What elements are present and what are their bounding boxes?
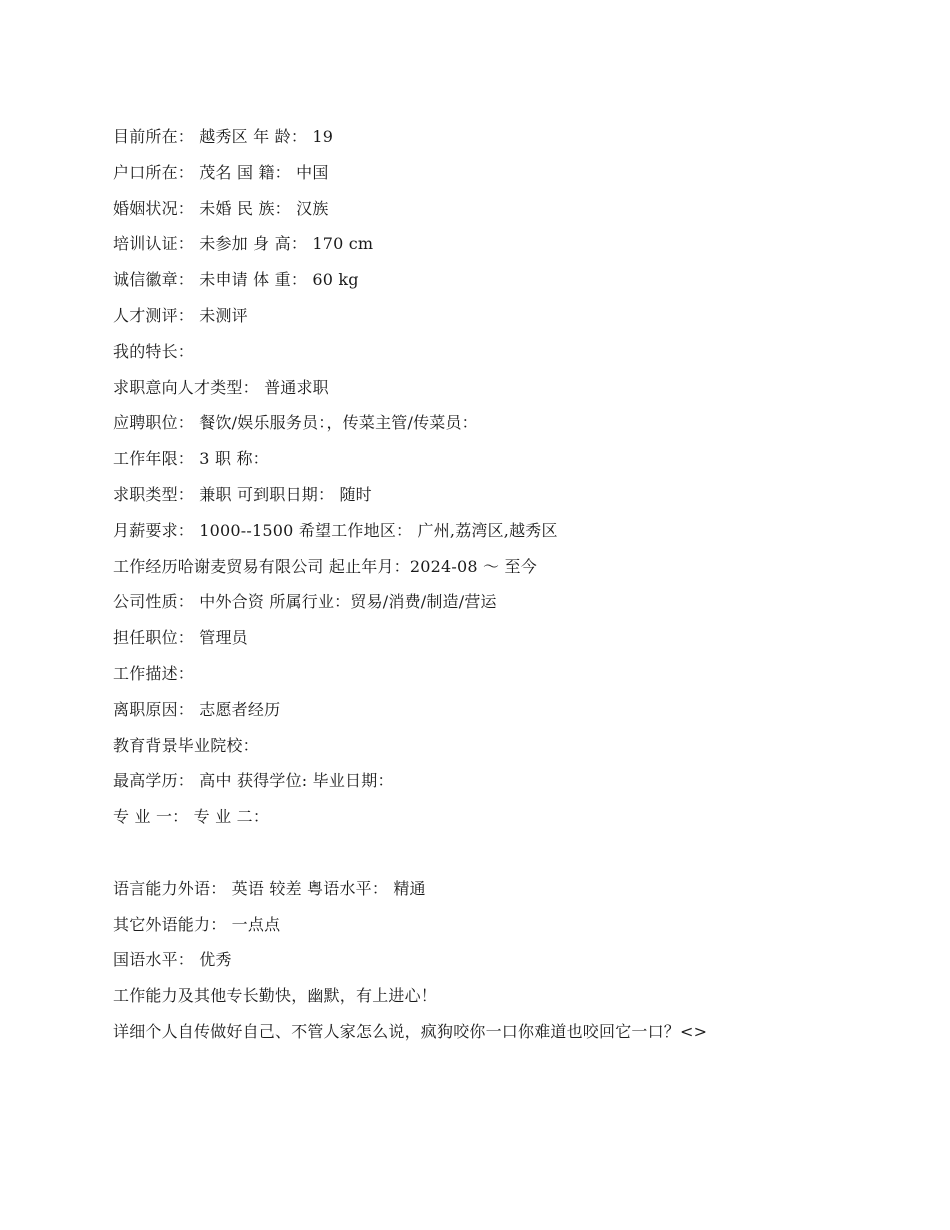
company-nature-industry-line: 公司性质： 中外合资 所属行业：贸易/消费/制造/营运 [113,592,497,612]
job-description-line: 工作描述： [113,663,195,683]
training-height-line: 培训认证： 未参加 身 高： 170 cm [113,234,374,254]
autobiography-line: 详细个人自传做好自己、不管人家怎么说，疯狗咬你一口你难道也咬回它一口？<> [113,1021,708,1041]
language-ability-line: 语言能力外语： 英语 较差 粤语水平： 精通 [113,878,426,898]
hukou-nationality-line: 户口所在： 茂名 国 籍： 中国 [113,162,329,182]
work-years-title-line: 工作年限： 3 职 称： [113,449,269,469]
job-type-availability-line: 求职类型： 兼职 可到职日期： 随时 [113,484,372,504]
mandarin-level-line: 国语水平： 优秀 [113,950,232,970]
current-location-age-line: 目前所在： 越秀区 年 龄： 19 [113,127,334,146]
other-language-line: 其它外语能力： 一点点 [113,914,281,934]
marital-ethnicity-line: 婚姻状况： 未婚 民 族： 汉族 [113,198,329,218]
leaving-reason-line: 离职原因： 志愿者经历 [113,699,281,719]
salary-region-line: 月薪要求： 1000--1500 希望工作地区： 广州,荔湾区,越秀区 [113,520,558,540]
abilities-line: 工作能力及其他专长勤快，幽默，有上进心！ [113,986,438,1006]
applied-position-line: 应聘职位： 餐饮/娱乐服务员：，传菜主管/传菜员： [113,413,478,433]
majors-line: 专 业 一： 专 业 二： [113,807,270,827]
work-experience-line: 工作经历哈谢麦贸易有限公司 起止年月：2024-08 ～ 至今 [113,556,537,576]
blank-line [113,835,913,871]
education-school-line: 教育背景毕业院校： [113,735,259,755]
job-intent-type-line: 求职意向人才类型： 普通求职 [113,377,329,397]
talent-assessment-line: 人才测评： 未测评 [113,305,248,325]
resume-document [113,119,913,1050]
specialty-line: 我的特长： [113,341,195,361]
highest-education-line: 最高学历： 高中 获得学位: 毕业日期： [113,771,394,791]
badge-weight-line: 诚信徽章： 未申请 体 重： 60 kg [113,270,359,290]
position-held-line: 担任职位： 管理员 [113,628,248,648]
